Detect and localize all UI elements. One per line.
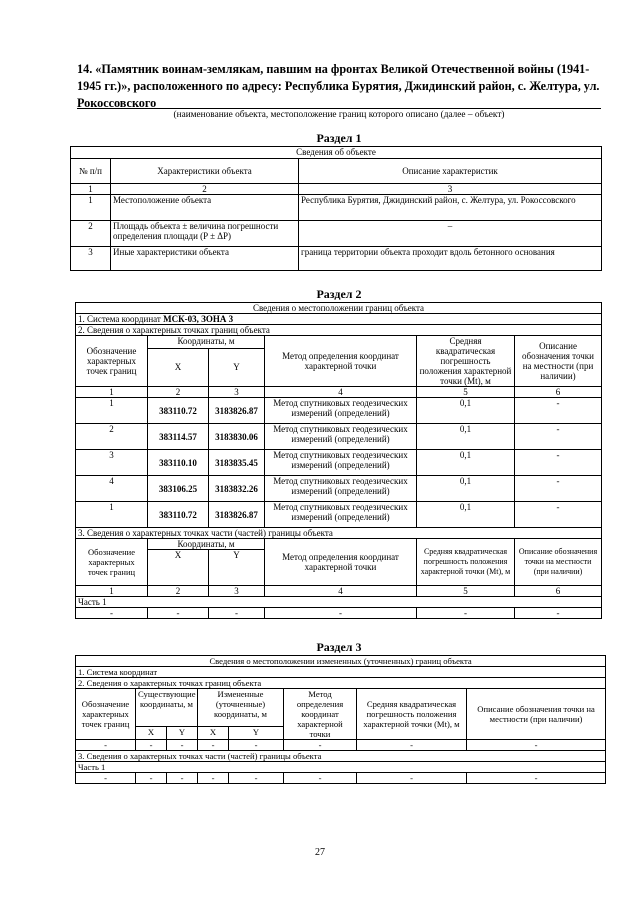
col-number: 5 (417, 387, 515, 398)
part-cell: - (417, 608, 515, 619)
col-number: 1 (76, 586, 148, 597)
row-cell: - (229, 740, 284, 751)
row-cell: - (357, 740, 467, 751)
col-header-method: Метод определения координат характерной точки (284, 689, 357, 740)
point-id: 2 (76, 424, 148, 450)
col-header-y: Y (209, 348, 265, 386)
coord-system-value: МСК-03, ЗОНА 3 (163, 314, 234, 324)
section3-title: Раздел 3 (316, 640, 362, 654)
point-method: Метод спутниковых геодезических измерений (определений) (265, 450, 417, 476)
section3-caption: Сведения о местоположении измененных (уточненных) границ объекта (76, 656, 606, 667)
part-cell: - (209, 608, 265, 619)
section3-table (75, 655, 606, 784)
col-number: 6 (515, 387, 602, 398)
part-label: Часть 1 (76, 762, 606, 773)
col-number: 3 (209, 387, 265, 398)
section1-caption: Сведения об объекте (71, 147, 602, 159)
coord-system-label: 1. Система координат (78, 314, 164, 324)
parts-header-designation: Обозначение характерных точек границ (76, 539, 148, 586)
point-description: - (515, 398, 602, 424)
col-header-characteristic: Характеристики объекта (111, 159, 299, 184)
section1-table (70, 146, 602, 271)
table-row (76, 398, 602, 424)
col-header-accuracy: Средняя квадратическая погрешность положения характерной точки (Mt), м (417, 336, 515, 387)
parts-header-description: Описание обозначения точки на местности (при наличии) (515, 539, 602, 586)
col-header-point-description: Описание обозначения точки на местности (при наличии) (515, 336, 602, 387)
point-y: 3183835.45 (209, 450, 265, 476)
part-cell: - (76, 773, 136, 784)
col-header-accuracy: Средняя квадратическая погрешность положения характерной точки (Mt), м (357, 689, 467, 740)
section2-title: Раздел 2 (316, 287, 362, 301)
point-method: Метод спутниковых геодезических измерений (определений) (265, 398, 417, 424)
table-row (71, 221, 602, 247)
parts-header-coords: Координаты, м (148, 539, 265, 550)
row-characteristic: Площадь объекта ± величина погрешности определения площади (P ± ΔP) (111, 221, 299, 247)
point-id: 3 (76, 450, 148, 476)
point-description: - (515, 424, 602, 450)
point-mt: 0,1 (417, 502, 515, 528)
point-x: 383110.72 (148, 398, 209, 424)
col-header-num: № п/п (71, 159, 111, 184)
col-header-designation: Обозначение характерных точек границ (76, 336, 148, 387)
table-row (76, 424, 602, 450)
table-row (76, 608, 602, 619)
point-x: 383114.57 (148, 424, 209, 450)
point-x: 383110.10 (148, 450, 209, 476)
part-cell: - (167, 773, 198, 784)
page-number: 27 (315, 847, 325, 858)
col-header-description: Описание характеристик (299, 159, 602, 184)
row-cell: - (76, 740, 136, 751)
table-row (76, 450, 602, 476)
row-cell: - (467, 740, 606, 751)
parts-header-y: Y (209, 550, 265, 586)
col-number: 1 (71, 184, 111, 195)
row-characteristic: Иные характеристики объекта (111, 247, 299, 271)
point-y: 3183832.26 (209, 476, 265, 502)
section3-parts-caption: 3. Сведения о характерных точках части (частей) границы объекта (76, 751, 606, 762)
col-header-x: X (136, 726, 167, 739)
parts-header-method: Метод определения координат характерной точки (265, 539, 417, 586)
col-number: 4 (265, 586, 417, 597)
part-cell: - (284, 773, 357, 784)
col-number: 3 (209, 586, 265, 597)
section2-table (75, 302, 602, 619)
heading-note: (наименование объекта, местоположение границ которого описано (далее – объект) (173, 110, 505, 120)
point-y: 3183826.87 (209, 502, 265, 528)
section3-points-caption: 2. Сведения о характерных точках границ объекта (76, 678, 606, 689)
parts-header-accuracy: Средняя квадратическая погрешность положения характерной точки (Mt), м (417, 539, 515, 586)
point-description: - (515, 476, 602, 502)
col-header-y: Y (229, 726, 284, 739)
col-number: 2 (148, 387, 209, 398)
section3-coord-system: 1. Система координат (76, 667, 606, 678)
row-cell: - (136, 740, 167, 751)
section2-coord-system (76, 314, 602, 325)
point-id: 1 (76, 398, 148, 424)
col-header-existing: Существующие координаты, м (136, 689, 198, 727)
heading-underline (77, 108, 601, 109)
section1-title: Раздел 1 (316, 131, 362, 145)
section2-parts-caption: 3. Сведения о характерных точках части (частей) границы объекта (76, 528, 602, 539)
point-mt: 0,1 (417, 398, 515, 424)
object-heading: 14. «Памятник воинам-землякам, павшим на фронтах Великой Отечественной войны (1941-1945 гг.)», расположенного по адресу: Республика Бурятия, Джидинский район, с. Желтура, ул. Рокоссовского (77, 62, 600, 110)
row-num: 3 (71, 247, 111, 271)
row-num: 2 (71, 221, 111, 247)
col-header-designation: Обозначение характерных точек границ (76, 689, 136, 740)
point-method: Метод спутниковых геодезических измерений (определений) (265, 476, 417, 502)
point-method: Метод спутниковых геодезических измерений (определений) (265, 502, 417, 528)
col-header-method: Метод определения координат характерной точки (265, 336, 417, 387)
part-cell: - (76, 608, 148, 619)
part-cell: - (357, 773, 467, 784)
point-id: 1 (76, 502, 148, 528)
parts-header-x: X (148, 550, 209, 586)
col-header-x: X (148, 348, 209, 386)
part-cell: - (198, 773, 229, 784)
row-description: граница территории объекта проходит вдоль бетонного основания (299, 247, 602, 271)
table-row (76, 740, 606, 751)
row-description: – (299, 221, 602, 247)
table-row (71, 195, 602, 221)
col-number: 4 (265, 387, 417, 398)
col-header-y: Y (167, 726, 198, 739)
col-header-changed: Измененные (уточненные) координаты, м (198, 689, 284, 727)
col-number: 2 (111, 184, 299, 195)
point-mt: 0,1 (417, 450, 515, 476)
col-number: 1 (76, 387, 148, 398)
part-cell: - (515, 608, 602, 619)
point-description: - (515, 502, 602, 528)
col-number: 2 (148, 586, 209, 597)
part-cell: - (265, 608, 417, 619)
col-number: 6 (515, 586, 602, 597)
section2-caption: Сведения о местоположении границ объекта (76, 303, 602, 314)
point-x: 383106.25 (148, 476, 209, 502)
point-x: 383110.72 (148, 502, 209, 528)
point-mt: 0,1 (417, 476, 515, 502)
col-header-x: X (198, 726, 229, 739)
table-row (76, 502, 602, 528)
col-number: 3 (299, 184, 602, 195)
section2-points-caption: 2. Сведения о характерных точках границ объекта (76, 325, 602, 336)
col-header-point-description: Описание обозначения точки на местности (при наличии) (467, 689, 606, 740)
row-description: Республика Бурятия, Джидинский район, с. Желтура, ул. Рокоссовского (299, 195, 602, 221)
col-header-coords: Координаты, м (148, 336, 265, 349)
part-cell: - (136, 773, 167, 784)
table-row (76, 773, 606, 784)
table-row (76, 476, 602, 502)
row-cell: - (198, 740, 229, 751)
table-row (71, 247, 602, 271)
col-number: 5 (417, 586, 515, 597)
row-cell: - (167, 740, 198, 751)
part-cell: - (148, 608, 209, 619)
part-cell: - (467, 773, 606, 784)
point-y: 3183830.06 (209, 424, 265, 450)
point-description: - (515, 450, 602, 476)
part-label: Часть 1 (76, 597, 602, 608)
part-cell: - (229, 773, 284, 784)
point-id: 4 (76, 476, 148, 502)
row-cell: - (284, 740, 357, 751)
point-method: Метод спутниковых геодезических измерений (определений) (265, 424, 417, 450)
row-num: 1 (71, 195, 111, 221)
row-characteristic: Местоположение объекта (111, 195, 299, 221)
point-y: 3183826.87 (209, 398, 265, 424)
point-mt: 0,1 (417, 424, 515, 450)
